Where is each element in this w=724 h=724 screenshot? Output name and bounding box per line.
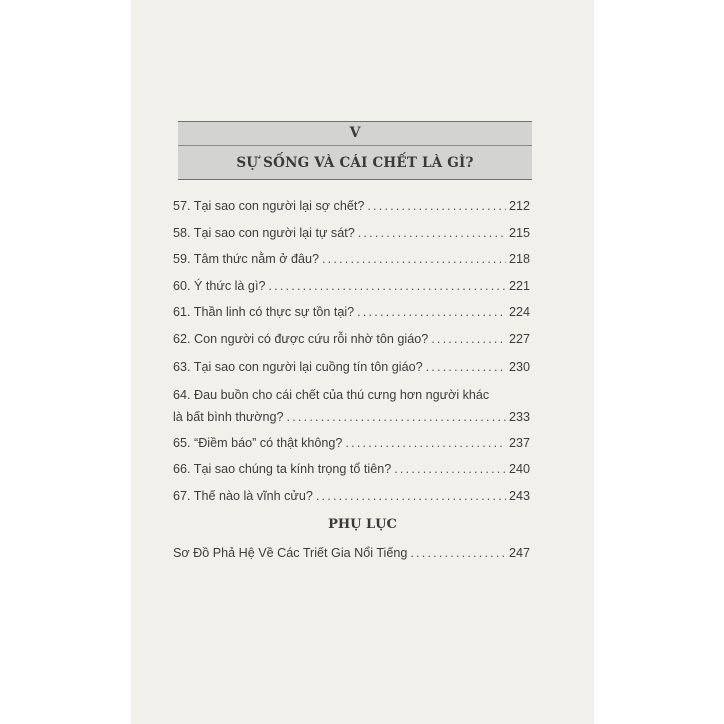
- toc-entry-text: 61. Thần linh có thực sự tồn tại?: [173, 305, 355, 319]
- toc-leader-dots: [357, 303, 506, 321]
- toc-page-number: 237: [508, 436, 530, 450]
- toc-leader-dots: [316, 487, 506, 505]
- toc-page-number: 227: [508, 332, 530, 346]
- toc-page-number: 243: [508, 489, 530, 503]
- toc-entry-text-line2: là bất bình thường?: [173, 410, 284, 424]
- toc-leader-dots: [287, 408, 506, 426]
- toc-leader-dots: [345, 434, 506, 452]
- toc-entry-60: [173, 277, 530, 295]
- toc-leader-dots: [268, 277, 506, 295]
- toc-page-number: 218: [508, 252, 530, 266]
- toc-entry-text: 67. Thế nào là vĩnh cửu?: [173, 489, 313, 503]
- toc-page-number: 247: [508, 546, 530, 560]
- toc-page-number: 230: [508, 360, 530, 374]
- toc-entry-58: [173, 224, 530, 242]
- toc-entry-appendix: [173, 544, 530, 562]
- toc-page-number: 224: [508, 305, 530, 319]
- toc-entry-text: 65. “Điềm báo” có thật không?: [173, 436, 343, 450]
- toc-entry-text: 58. Tại sao con người lại tự sát?: [173, 226, 355, 240]
- toc-page-number: 221: [508, 279, 530, 293]
- part-header: [178, 121, 532, 180]
- appendix-title: PHỤ LỤC: [328, 517, 397, 532]
- toc-entry-61: [173, 303, 530, 321]
- toc-page-number: 233: [508, 410, 530, 424]
- toc-entry-text-line1: 64. Đau buồn cho cái chết của thú cưng hơn người khác: [173, 388, 490, 402]
- part-divider: [178, 145, 532, 146]
- part-title: SỰ SỐNG VÀ CÁI CHẾT LÀ GÌ?: [236, 155, 474, 171]
- toc-entry-62: [173, 330, 530, 348]
- toc-entry-57: [173, 197, 530, 215]
- toc-entry-text: 63. Tại sao con người lại cuồng tín tôn giáo?: [173, 360, 423, 374]
- toc-leader-dots: [431, 330, 506, 348]
- toc-entry-text: 59. Tâm thức nằm ở đâu?: [173, 252, 319, 266]
- toc-entry-59: [173, 250, 530, 268]
- toc-leader-dots: [322, 250, 506, 268]
- toc-entry-64: [173, 386, 530, 426]
- toc-leader-dots: [367, 197, 506, 215]
- toc-leader-dots: [358, 224, 506, 242]
- toc-entry-67: [173, 487, 530, 505]
- toc-entry-text: 62. Con người có được cứu rỗi nhờ tôn giáo?: [173, 332, 429, 346]
- toc-entry-text: 60. Ý thức là gì?: [173, 279, 266, 293]
- toc-page-number: 212: [508, 199, 530, 213]
- toc-leader-dots: [426, 358, 506, 376]
- toc-entry-text: Sơ Đồ Phả Hệ Về Các Triết Gia Nổi Tiếng: [173, 546, 408, 560]
- toc-entry-text: 57. Tại sao con người lại sợ chết?: [173, 199, 365, 213]
- toc-leader-dots: [394, 460, 506, 478]
- toc-page-number: 240: [508, 462, 530, 476]
- toc-entry-63: [173, 358, 530, 376]
- book-page: [131, 0, 594, 724]
- toc-entry-65: [173, 434, 530, 452]
- toc-entry-66: [173, 460, 530, 478]
- toc-entry-text: 66. Tại sao chúng ta kính trọng tổ tiên?: [173, 462, 392, 476]
- part-numeral: V: [349, 125, 361, 141]
- toc-leader-dots: [410, 544, 506, 562]
- toc-page-number: 215: [508, 226, 530, 240]
